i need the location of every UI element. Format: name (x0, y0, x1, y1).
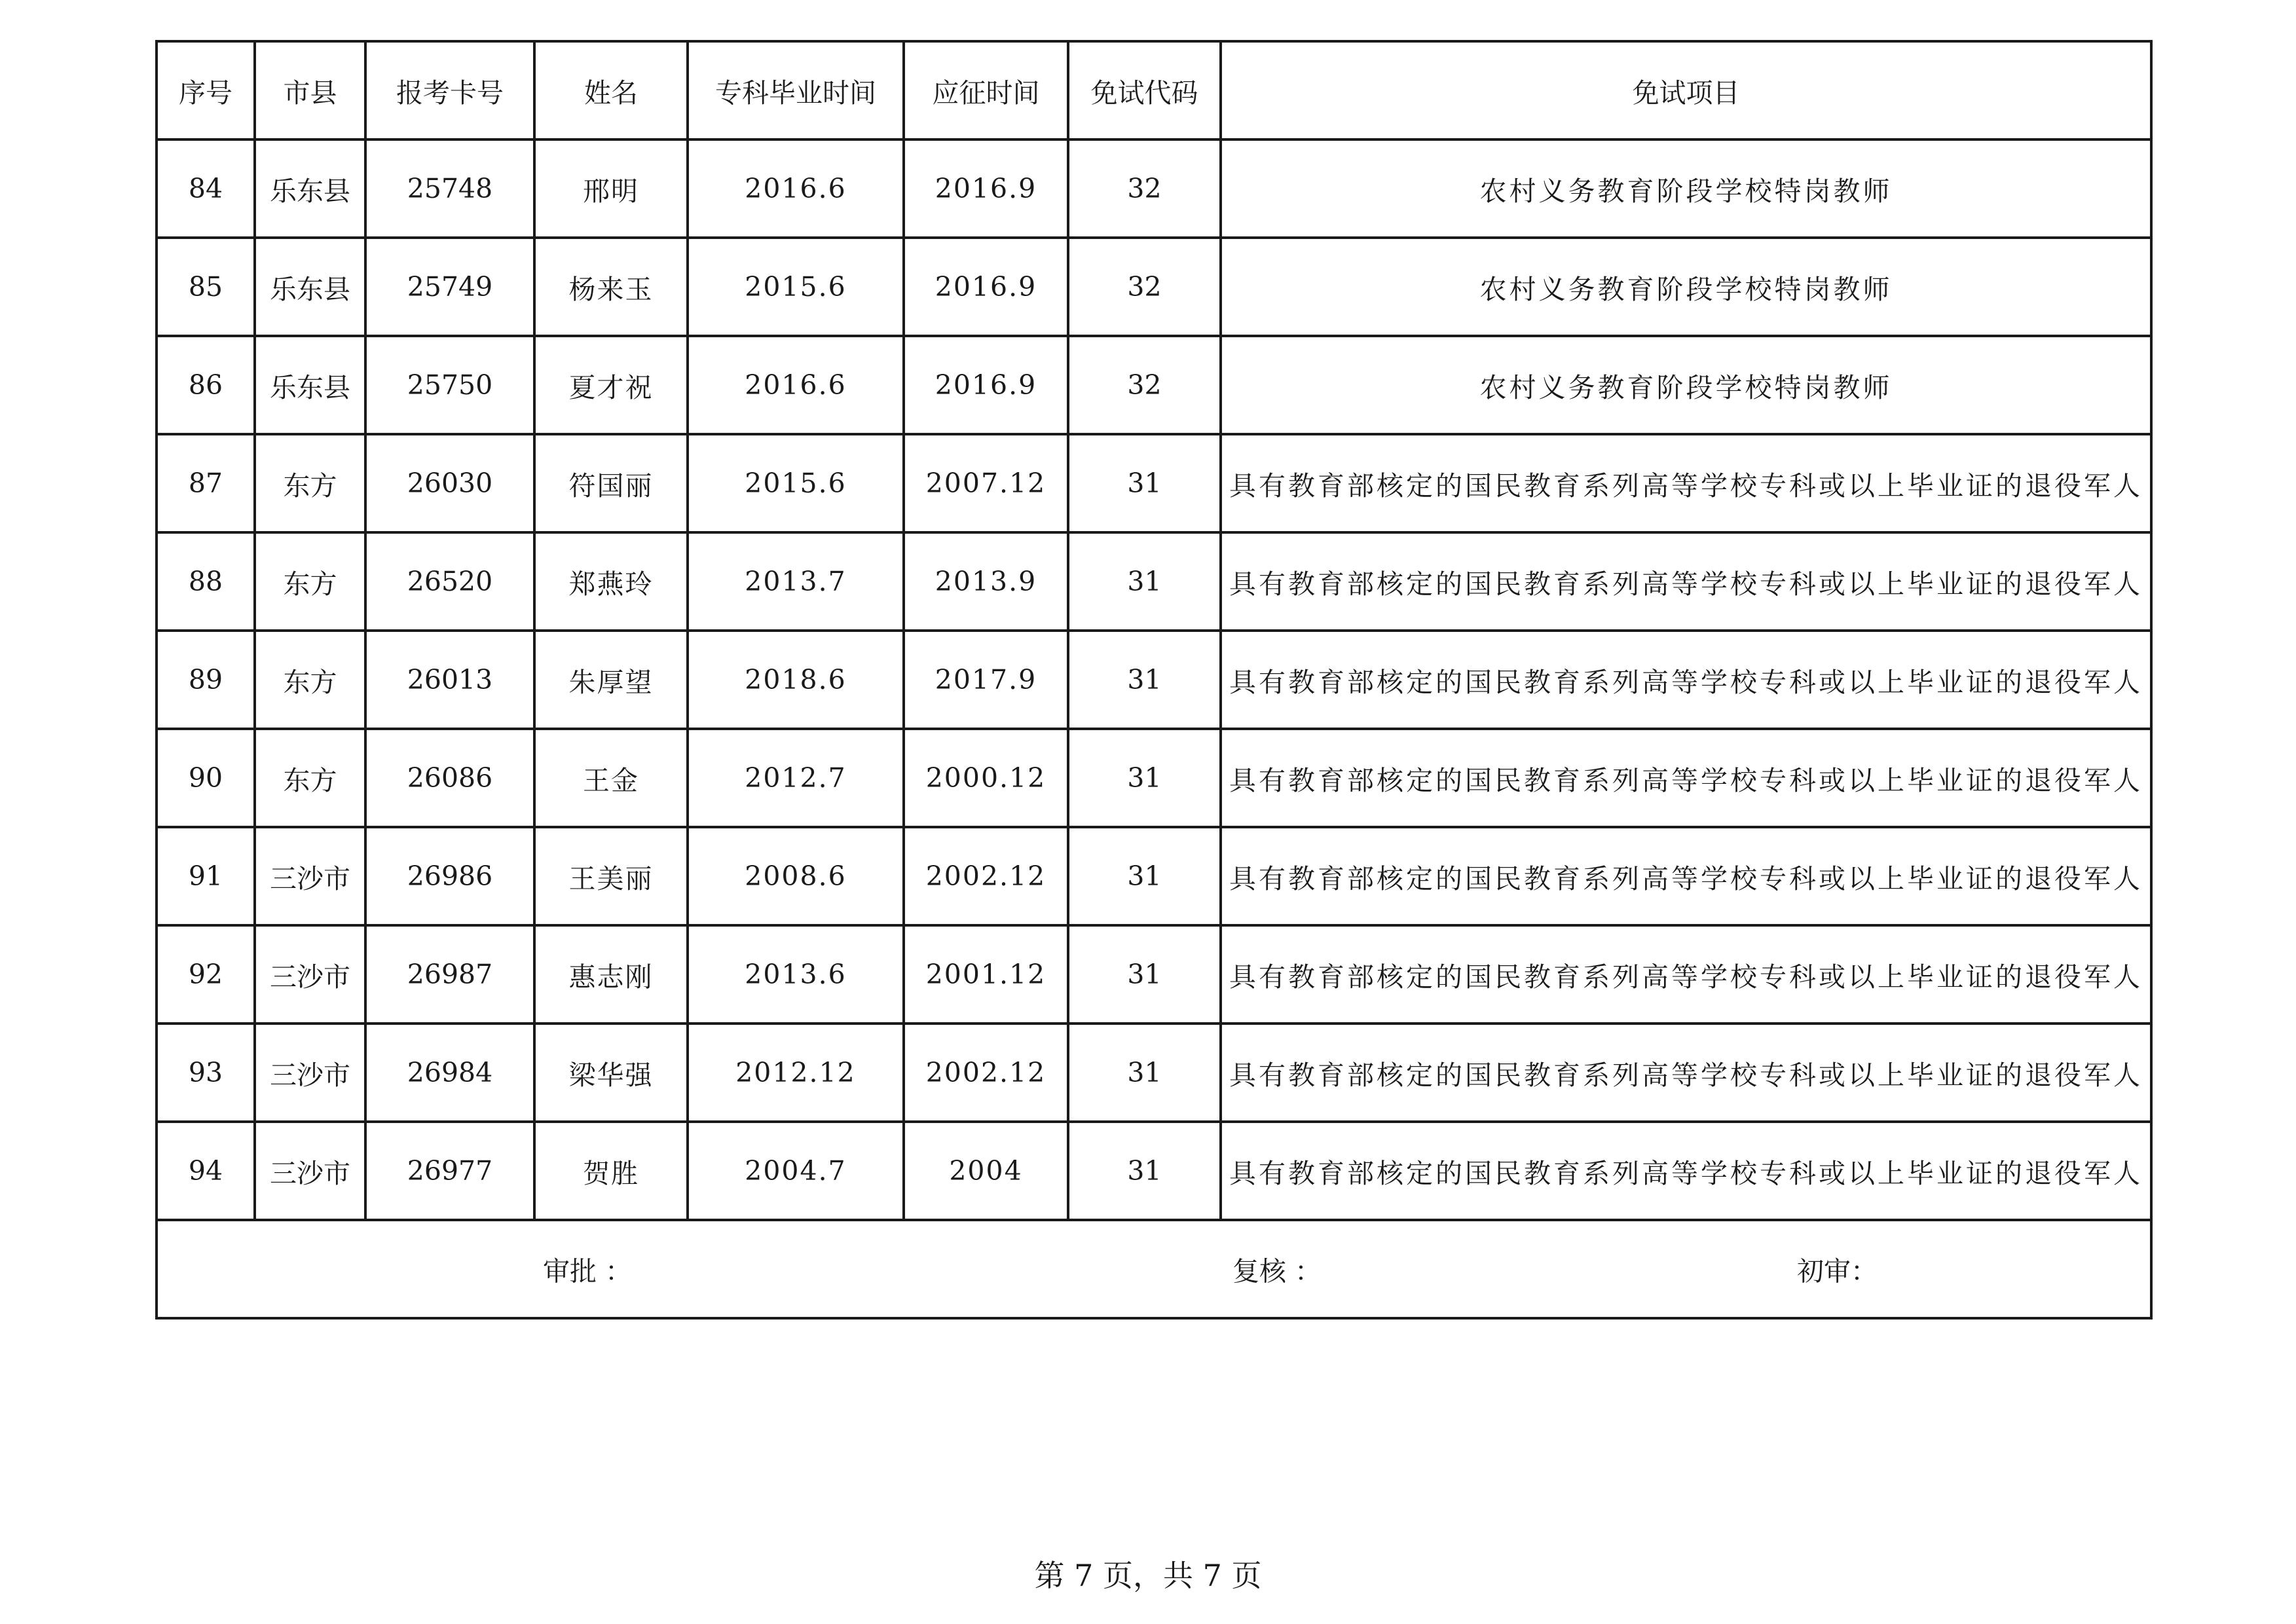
table-row (157, 827, 2151, 925)
cell-enlistment-time: 2007.12 (904, 434, 1068, 532)
table-row (157, 729, 2151, 827)
cell-serial: 85 (157, 238, 255, 336)
cell-graduation-time: 2015.6 (688, 434, 904, 532)
cell-card-number: 26984 (365, 1024, 534, 1122)
signature-row (157, 1220, 2151, 1318)
cell-card-number: 26977 (365, 1122, 534, 1220)
cell-card-number: 26030 (365, 434, 534, 532)
header-card-number: 报考卡号 (365, 41, 534, 139)
cell-enlistment-time: 2016.9 (904, 139, 1068, 238)
cell-exemption-code: 31 (1068, 434, 1221, 532)
cell-name: 王金 (534, 729, 688, 827)
exemption-table (155, 40, 2153, 1320)
cell-serial: 84 (157, 139, 255, 238)
initial-review-label: 初审： (1797, 1255, 1878, 1287)
cell-card-number: 25748 (365, 139, 534, 238)
cell-graduation-time: 2008.6 (688, 827, 904, 925)
cell-graduation-time: 2016.6 (688, 336, 904, 434)
cell-serial: 92 (157, 925, 255, 1024)
cell-enlistment-time: 2001.12 (904, 925, 1068, 1024)
cell-card-number: 26986 (365, 827, 534, 925)
cell-county: 东方 (255, 434, 365, 532)
approve-label: 审批 ： (543, 1255, 633, 1287)
cell-graduation-time: 2012.7 (688, 729, 904, 827)
cell-county: 东方 (255, 532, 365, 631)
table-row (157, 1024, 2151, 1122)
cell-exemption-item: 具有教育部核定的国民教育系列高等学校专科或以上毕业证的退役军人 (1221, 434, 2151, 532)
cell-graduation-time: 2013.6 (688, 925, 904, 1024)
cell-exemption-item: 具有教育部核定的国民教育系列高等学校专科或以上毕业证的退役军人 (1221, 532, 2151, 631)
cell-serial: 89 (157, 631, 255, 729)
cell-county: 三沙市 (255, 925, 365, 1024)
cell-name: 邢明 (534, 139, 688, 238)
cell-county: 三沙市 (255, 1024, 365, 1122)
cell-county: 东方 (255, 729, 365, 827)
cell-serial: 86 (157, 336, 255, 434)
cell-serial: 93 (157, 1024, 255, 1122)
header-name: 姓名 (534, 41, 688, 139)
table-row (157, 925, 2151, 1024)
cell-exemption-code: 31 (1068, 827, 1221, 925)
header-serial: 序号 (157, 41, 255, 139)
cell-name: 杨来玉 (534, 238, 688, 336)
table-row (157, 139, 2151, 238)
cell-enlistment-time: 2016.9 (904, 238, 1068, 336)
cell-county: 乐东县 (255, 139, 365, 238)
cell-exemption-item: 具有教育部核定的国民教育系列高等学校专科或以上毕业证的退役军人 (1221, 729, 2151, 827)
cell-name: 惠志刚 (534, 925, 688, 1024)
cell-exemption-code: 32 (1068, 336, 1221, 434)
cell-enlistment-time: 2000.12 (904, 729, 1068, 827)
cell-enlistment-time: 2004 (904, 1122, 1068, 1220)
header-exemption-item: 免试项目 (1221, 41, 2151, 139)
cell-serial: 87 (157, 434, 255, 532)
cell-exemption-item: 具有教育部核定的国民教育系列高等学校专科或以上毕业证的退役军人 (1221, 631, 2151, 729)
cell-name: 梁华强 (534, 1024, 688, 1122)
table-row (157, 336, 2151, 434)
cell-card-number: 26987 (365, 925, 534, 1024)
cell-graduation-time: 2018.6 (688, 631, 904, 729)
cell-name: 夏才祝 (534, 336, 688, 434)
cell-exemption-item: 具有教育部核定的国民教育系列高等学校专科或以上毕业证的退役军人 (1221, 827, 2151, 925)
cell-graduation-time: 2004.7 (688, 1122, 904, 1220)
cell-exemption-code: 32 (1068, 139, 1221, 238)
cell-card-number: 26520 (365, 532, 534, 631)
cell-exemption-code: 31 (1068, 925, 1221, 1024)
cell-graduation-time: 2015.6 (688, 238, 904, 336)
cell-enlistment-time: 2002.12 (904, 1024, 1068, 1122)
cell-exemption-code: 31 (1068, 1122, 1221, 1220)
cell-graduation-time: 2013.7 (688, 532, 904, 631)
cell-county: 乐东县 (255, 336, 365, 434)
cell-card-number: 26086 (365, 729, 534, 827)
header-enlistment-time: 应征时间 (904, 41, 1068, 139)
table-row (157, 434, 2151, 532)
cell-serial: 94 (157, 1122, 255, 1220)
cell-card-number: 25749 (365, 238, 534, 336)
cell-exemption-item: 具有教育部核定的国民教育系列高等学校专科或以上毕业证的退役军人 (1221, 925, 2151, 1024)
cell-name: 王美丽 (534, 827, 688, 925)
cell-county: 东方 (255, 631, 365, 729)
cell-exemption-code: 31 (1068, 1024, 1221, 1122)
table-row (157, 1122, 2151, 1220)
cell-exemption-code: 31 (1068, 729, 1221, 827)
cell-card-number: 26013 (365, 631, 534, 729)
signature-cell (157, 1220, 2151, 1318)
cell-exemption-code: 31 (1068, 532, 1221, 631)
cell-county: 三沙市 (255, 827, 365, 925)
cell-exemption-code: 31 (1068, 631, 1221, 729)
header-exemption-code: 免试代码 (1068, 41, 1221, 139)
cell-card-number: 25750 (365, 336, 534, 434)
cell-exemption-code: 32 (1068, 238, 1221, 336)
header-graduation-time: 专科毕业时间 (688, 41, 904, 139)
cell-enlistment-time: 2013.9 (904, 532, 1068, 631)
cell-exemption-item: 农村义务教育阶段学校特岗教师 (1221, 139, 2151, 238)
cell-enlistment-time: 2002.12 (904, 827, 1068, 925)
cell-exemption-item: 农村义务教育阶段学校特岗教师 (1221, 336, 2151, 434)
cell-exemption-item: 具有教育部核定的国民教育系列高等学校专科或以上毕业证的退役军人 (1221, 1024, 2151, 1122)
cell-name: 朱厚望 (534, 631, 688, 729)
cell-county: 三沙市 (255, 1122, 365, 1220)
cell-name: 郑燕玲 (534, 532, 688, 631)
cell-serial: 88 (157, 532, 255, 631)
cell-enlistment-time: 2016.9 (904, 336, 1068, 434)
review-label: 复核 ： (1232, 1255, 1322, 1287)
cell-exemption-item: 农村义务教育阶段学校特岗教师 (1221, 238, 2151, 336)
page-number: 第 7 页，共 7 页 (1034, 1558, 1262, 1593)
cell-name: 贺胜 (534, 1122, 688, 1220)
header-county: 市县 (255, 41, 365, 139)
cell-enlistment-time: 2017.9 (904, 631, 1068, 729)
cell-graduation-time: 2016.6 (688, 139, 904, 238)
table-header-row (157, 41, 2151, 139)
cell-county: 乐东县 (255, 238, 365, 336)
cell-exemption-item: 具有教育部核定的国民教育系列高等学校专科或以上毕业证的退役军人 (1221, 1122, 2151, 1220)
cell-serial: 90 (157, 729, 255, 827)
table-row (157, 238, 2151, 336)
table-row (157, 631, 2151, 729)
cell-serial: 91 (157, 827, 255, 925)
cell-graduation-time: 2012.12 (688, 1024, 904, 1122)
cell-name: 符国丽 (534, 434, 688, 532)
table-row (157, 532, 2151, 631)
